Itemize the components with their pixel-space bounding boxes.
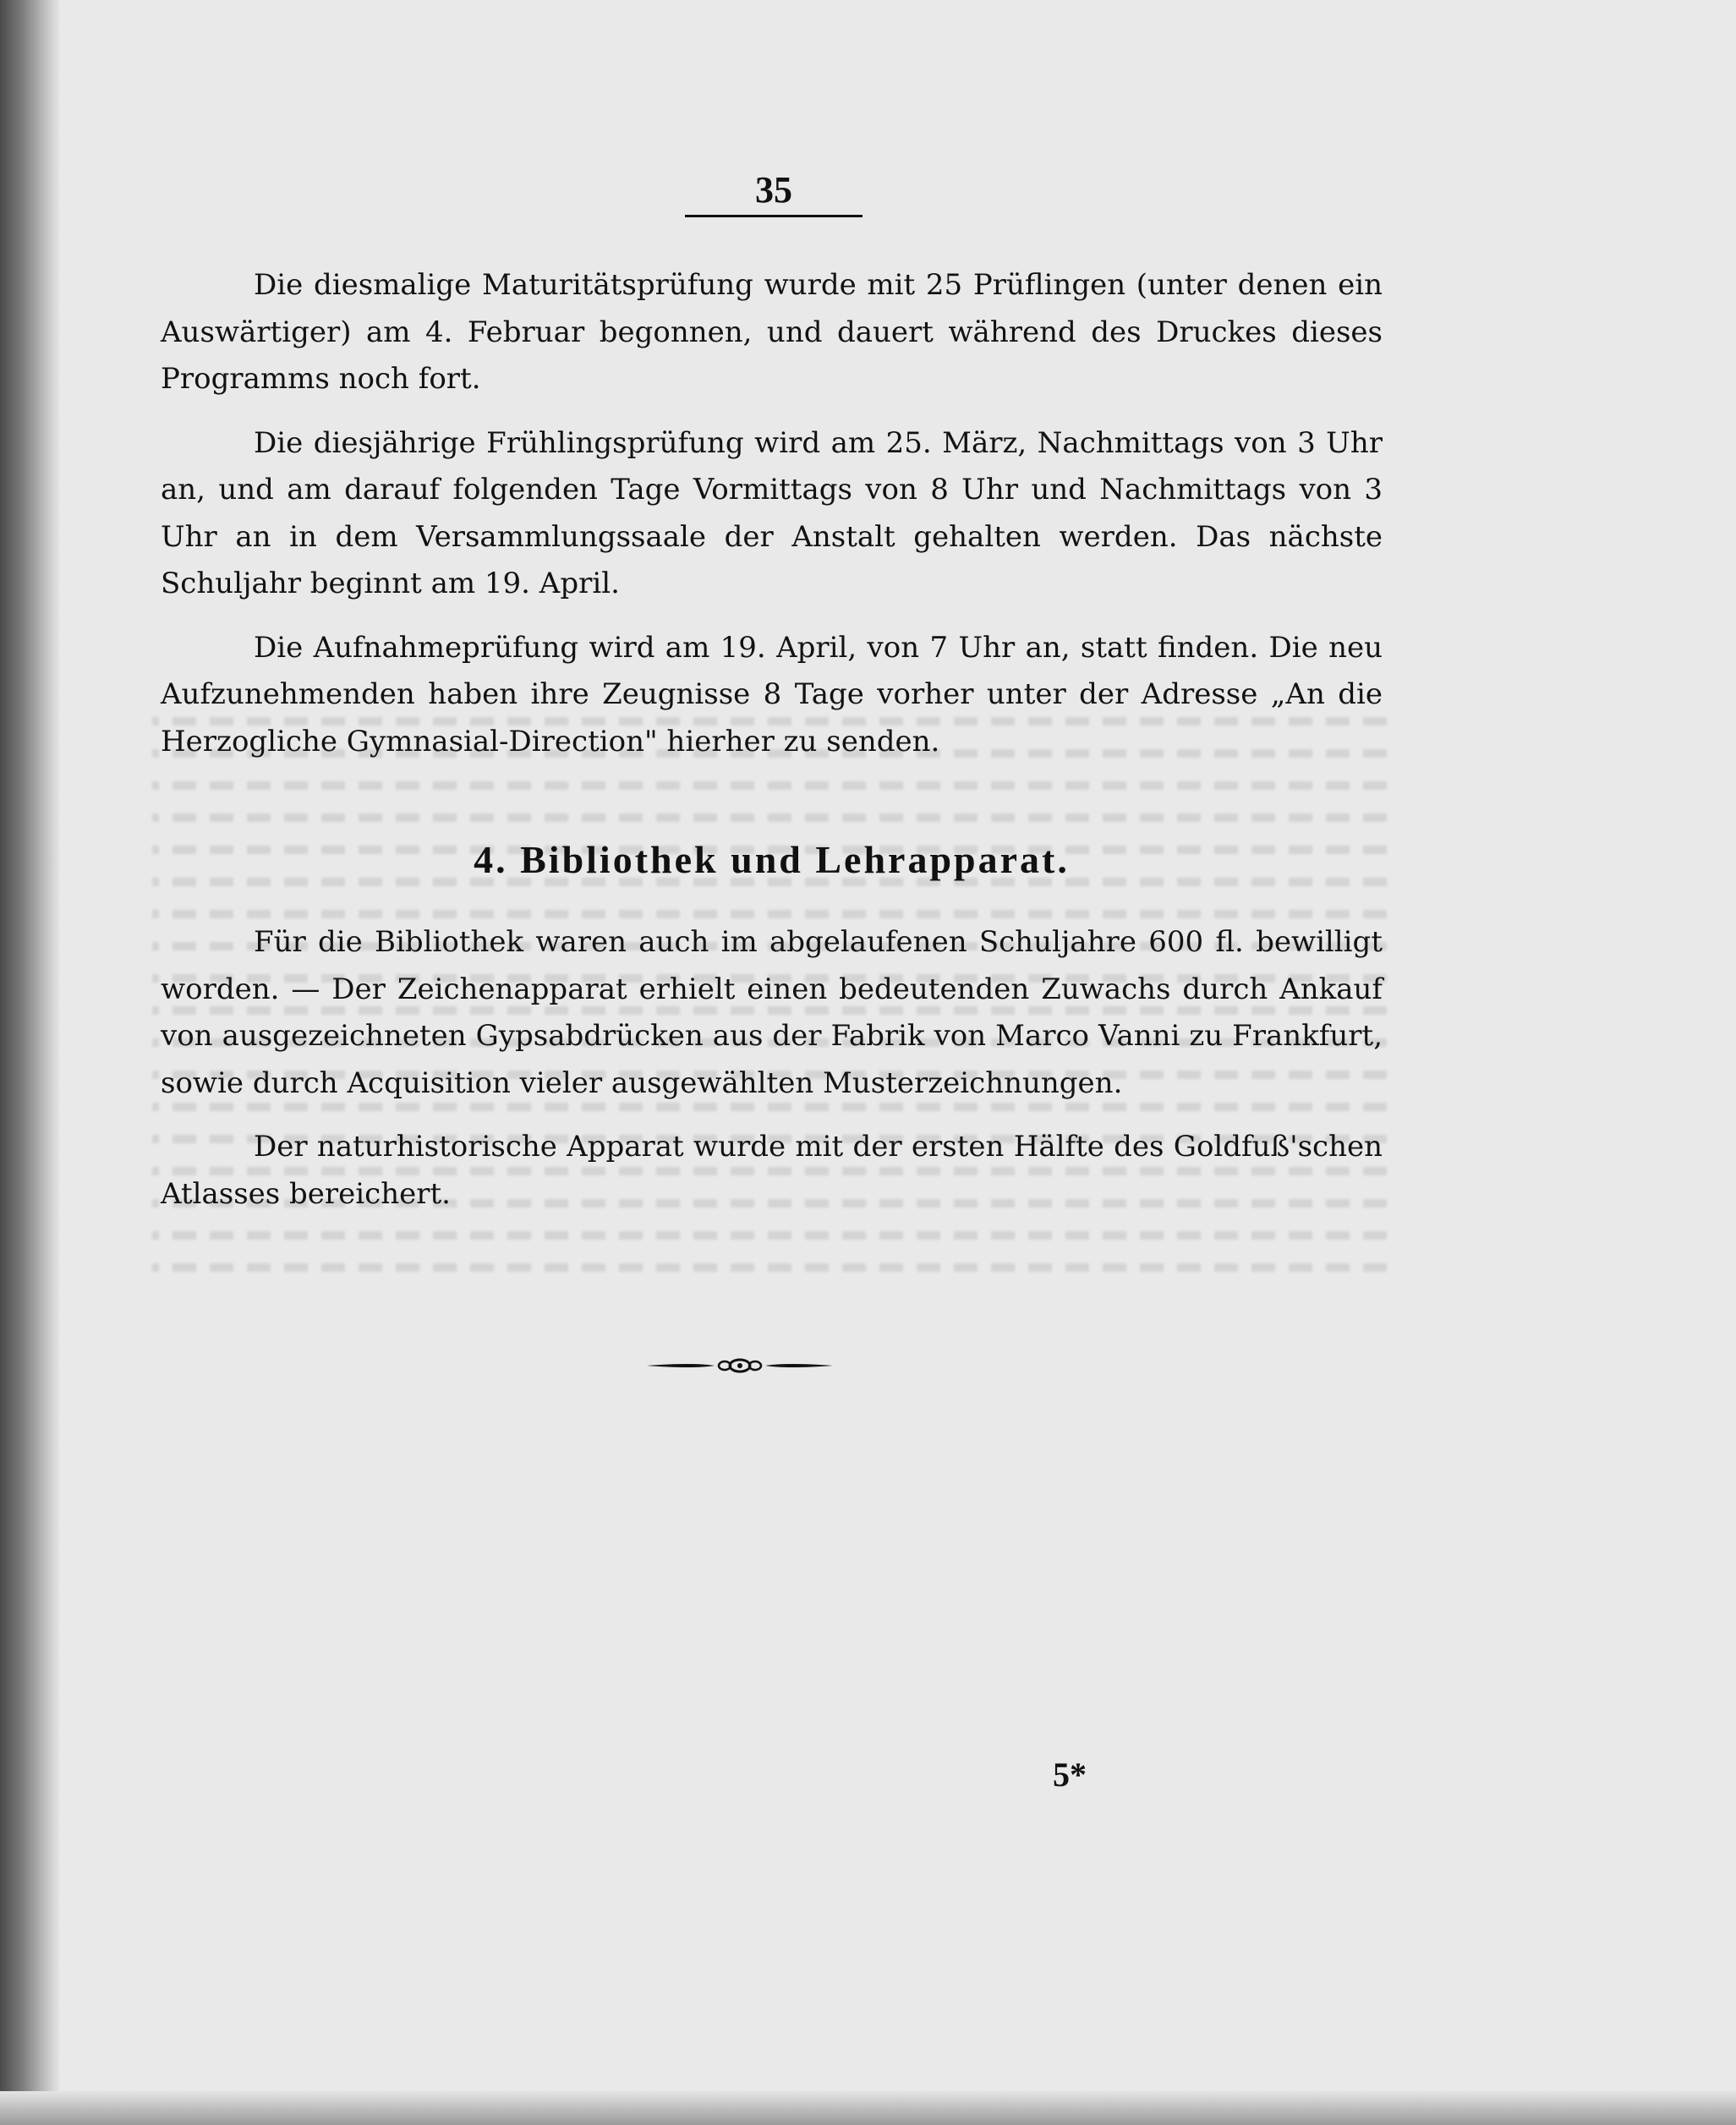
body-text <box>161 262 1383 1218</box>
section-heading: 4. Bibliothek und Lehrapparat. <box>474 838 1070 881</box>
page-number: 35 <box>755 169 792 211</box>
paragraph-library: Für die Bibliothek waren auch im abgelaufenen Schuljahre 600 fl. bewilligt worden. — Der Zeichenapparat erhielt einen bedeutenden Zuwachs durch Ankauf von ausgezeichneten Gypsabdrücken aus der Fabrik von Marco Vanni zu Frankfurt, sowie durch Acquisition vieler ausgewählten Musterzeichnungen. <box>161 925 1383 1100</box>
ornamental-divider <box>647 1353 833 1378</box>
running-header <box>685 169 863 217</box>
signature-mark: 5* <box>1053 1755 1087 1794</box>
header-rule <box>685 215 863 217</box>
book-gutter-shadow <box>0 0 59 2125</box>
paragraph-admission-exam: Die Aufnahmeprüfung wird am 19. April, von 7 Uhr an, statt finden. Die neu Aufzunehmenden haben ihre Zeugnisse 8 Tage vorher unter der Adresse „An die Herzogliche Gymnasial-Direction" hierher zu senden. <box>161 630 1383 759</box>
paragraph-spring-exam: Die diesjährige Frühlingsprüfung wird am 25. März, Nachmittags von 3 Uhr an, und am darauf folgenden Tage Vormittags von 8 Uhr und Nachmittags von 3 Uhr an in dem Versammlungssaale der Anstalt gehalten werden. Das nächste Schuljahr beginnt am 19. April. <box>161 425 1383 600</box>
paragraph-maturity-exam: Die diesmalige Maturitätsprüfung wurde mit 25 Prüflingen (unter denen ein Auswärtiger) am 4. Februar begonnen, und dauert während des Druckes dieses Programms noch fort. <box>161 268 1383 396</box>
page-bottom-edge <box>0 2091 1736 2125</box>
paragraph-natural-history: Der naturhistorische Apparat wurde mit der ersten Hälfte des Goldfuß'schen Atlasses bereichert. <box>161 1130 1383 1211</box>
